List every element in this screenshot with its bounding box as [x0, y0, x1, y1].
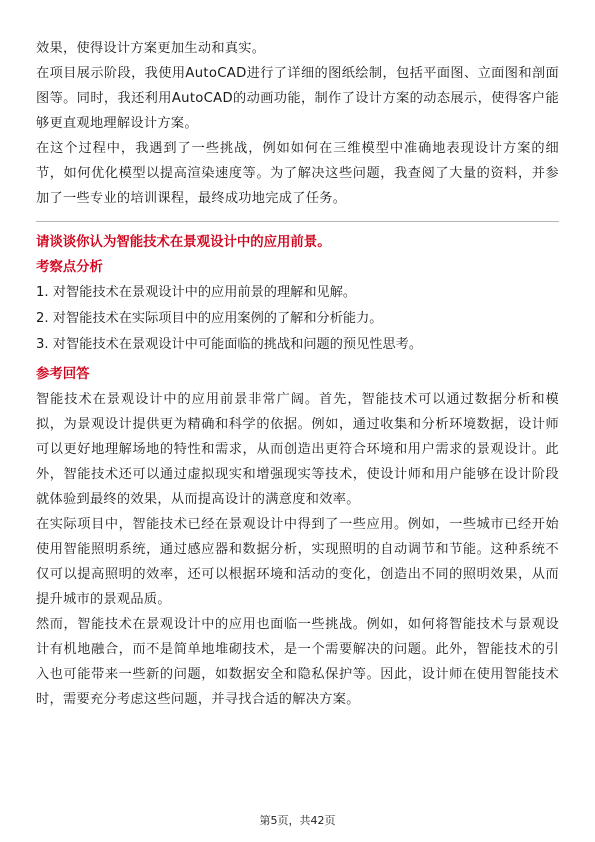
answer-paragraph: 然而，智能技术在景观设计中的应用也面临一些挑战。例如，如何将智能技术与景观设计有机地融合，而不是简单地堆砌技术，是一个需要解决的问题。此外，智能技术的引入也可能带来一些新的问题，如数据安全和隐私保护等。因此，设计师在使用智能技术时，需要充分考虑这些问题，并寻找合适的解决方案。	[36, 617, 559, 707]
analysis-item: 2. 对智能技术在实际项目中的应用案例的了解和分析能力。	[36, 311, 383, 326]
intro-paragraph: 效果，使得设计方案更加生动和真实。	[36, 41, 266, 56]
intro-paragraph: 在这个过程中，我遇到了一些挑战，例如如何在三维模型中准确地表现设计方案的细节，如何优化模型以提高渲染速度等。为了解决这些问题，我查阅了大量的资料，并参加了一些专业的培训课程，最终成功地完成了任务。	[36, 141, 559, 206]
question-heading: 请谈谈你认为智能技术在景观设计中的应用前景。	[36, 235, 331, 250]
answer-paragraph: 在实际项目中，智能技术已经在景观设计中得到了一些应用。例如，一些城市已经开始使用智能照明系统，通过感应器和数据分析，实现照明的自动调节和节能。这种系统不仅可以提高照明的效率，还可以根据环境和活动的变化，创造出不同的照明效果，从而提升城市的景观品质。	[36, 517, 559, 607]
section-divider	[36, 221, 559, 222]
answer-title: 参考回答	[36, 367, 90, 382]
analysis-item: 1. 对智能技术在景观设计中的应用前景的理解和见解。	[36, 285, 357, 300]
answer-paragraph: 智能技术在景观设计中的应用前景非常广阔。首先，智能技术可以通过数据分析和模拟，为景观设计提供更为精确和科学的依据。例如，通过收集和分析环境数据，设计师可以更好地理解场地的特性和需求，从而创造出更符合环境和用户需求的景观设计。此外，智能技术还可以通过虚拟现实和增强现实等技术，使设计师和用户能够在设计阶段就体验到最终的效果，从而提高设计的满意度和效率。	[36, 392, 559, 507]
analysis-item: 3. 对智能技术在景观设计中可能面临的挑战和问题的预见性思考。	[36, 337, 423, 352]
analysis-title: 考察点分析	[36, 260, 103, 275]
page-content	[36, 36, 559, 712]
intro-paragraph: 在项目展示阶段，我使用AutoCAD进行了详细的图纸绘制，包括平面图、立面图和剖面图等。同时，我还利用AutoCAD的动画功能，制作了设计方案的动态展示，使得客户能够更直观地理解设计方案。	[36, 66, 559, 131]
page-number-footer: 第5页，共42页	[259, 814, 336, 827]
